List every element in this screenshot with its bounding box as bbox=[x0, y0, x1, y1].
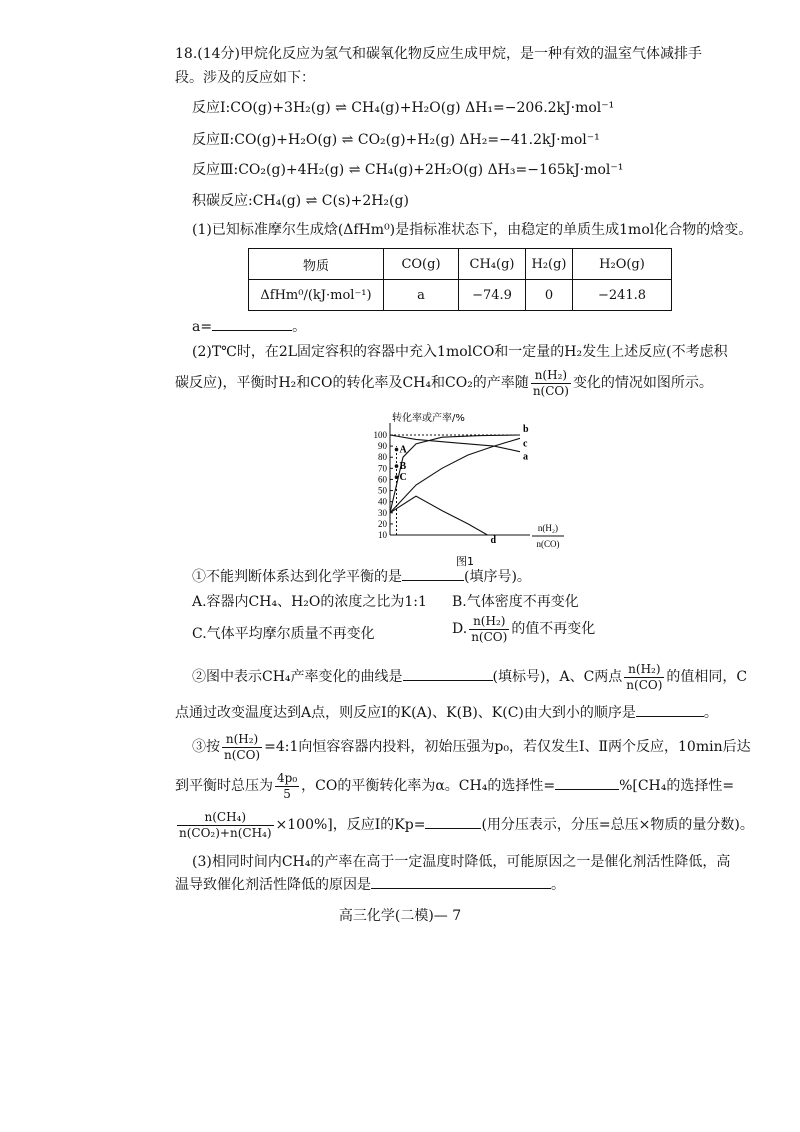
y-tick-label: 40 bbox=[378, 496, 387, 507]
q2-text-a: ②图中表示CH₄产率变化的曲线是 bbox=[192, 669, 403, 685]
part2-line2 bbox=[175, 366, 713, 400]
chart-caption: 图1 bbox=[456, 555, 474, 568]
ratio-fraction bbox=[624, 662, 664, 693]
point-B-label: B bbox=[399, 461, 407, 473]
table-cell: 0 bbox=[526, 280, 573, 311]
question-2 bbox=[192, 660, 747, 694]
part3-line1: (3)相同时间内CH₄的产率在高于一定温度时降低，可能原因之一是催化剂活性降低，高 bbox=[192, 854, 731, 870]
q3-line2-a: 到平衡时总压为 bbox=[175, 778, 273, 794]
option-a: A.容器内CH₄、H₂O的浓度之比为1:1 bbox=[192, 594, 427, 610]
answer-blank[interactable] bbox=[402, 566, 464, 581]
series-c-line bbox=[390, 438, 520, 513]
option-d-label: D. bbox=[452, 621, 468, 637]
q2-text-b: (填标号)，A、C两点 bbox=[492, 669, 623, 685]
table-header-row bbox=[249, 249, 672, 280]
question-3-line3 bbox=[175, 808, 754, 842]
table-header-cell: H₂(g) bbox=[526, 249, 573, 280]
y-tick-label: 30 bbox=[378, 507, 387, 518]
reaction-4: 积碳反应:CH₄(g) ⇌ C(s)+2H₂(g) bbox=[192, 193, 409, 209]
series-a-label: a bbox=[523, 451, 528, 463]
series-a-line bbox=[390, 435, 520, 452]
fraction-numerator: 4p₀ bbox=[277, 770, 298, 785]
fraction-denominator: n(CO) bbox=[532, 383, 569, 398]
fraction-denominator: n(CO) bbox=[626, 677, 663, 692]
part1-answer: a= 。 bbox=[192, 316, 306, 337]
point-A bbox=[395, 448, 399, 452]
table-cell: a bbox=[384, 280, 459, 311]
y-tick-label: 90 bbox=[378, 441, 387, 452]
fraction-denominator: n(CO) bbox=[471, 629, 508, 644]
point-B bbox=[395, 464, 399, 468]
question-3 bbox=[192, 730, 751, 764]
table-header-cell: 物质 bbox=[249, 249, 384, 280]
y-tick-label: 20 bbox=[378, 518, 387, 529]
chart-series bbox=[390, 435, 520, 535]
table-cell: −241.8 bbox=[573, 280, 672, 311]
q3-line2-c: %[CH₄的选择性= bbox=[619, 778, 735, 794]
fraction-denominator: n(CO) bbox=[224, 747, 261, 762]
y-tick-label: 70 bbox=[378, 463, 387, 474]
ratio-fraction bbox=[222, 732, 262, 763]
table-header-cell: H₂O(g) bbox=[573, 249, 672, 280]
reaction-3: 反应Ⅲ:CO₂(g)+4H₂(g) ⇌ CH₄(g)+2H₂O(g) ΔH₃=−165kJ·mol⁻¹ bbox=[192, 162, 624, 178]
series-b-line bbox=[390, 435, 520, 513]
series-c-label: c bbox=[523, 438, 528, 450]
question-header: 18.(14分)甲烷化反应为氢气和碳氧化物反应生成甲烷，是一种有效的温室气体减排手 bbox=[175, 46, 703, 62]
part1-answer-label: a= bbox=[192, 319, 213, 335]
option-d-text: 的值不再变化 bbox=[511, 621, 596, 637]
pressure-fraction bbox=[275, 771, 299, 802]
fraction-numerator: n(H₂) bbox=[222, 732, 262, 748]
option-c: C.气体平均摩尔质量不再变化 bbox=[192, 626, 375, 642]
question-1 bbox=[192, 566, 531, 587]
option-b: B.气体密度不再变化 bbox=[452, 594, 579, 610]
question-3-line2 bbox=[175, 768, 734, 804]
option-d bbox=[452, 612, 595, 646]
ratio-fraction bbox=[469, 614, 509, 645]
y-tick-label: 100 bbox=[373, 430, 387, 440]
series-b-label: b bbox=[523, 424, 529, 435]
fraction-numerator: n(CH₄) bbox=[177, 810, 274, 826]
y-tick-label: 80 bbox=[378, 452, 387, 463]
part2-line1: (2)T℃时，在2L固定容积的容器中充入1molCO和一定量的H₂发生上述反应(不考虑积 bbox=[192, 344, 728, 360]
answer-blank[interactable] bbox=[425, 814, 481, 829]
x-label-numerator: n(H₂) bbox=[537, 523, 559, 533]
part3-line2: 温导致催化剂活性降低的原因是 。 bbox=[175, 874, 565, 895]
q3-text-b: =4:1向恒容容器内投料，初始压强为p₀，若仅发生Ⅰ、Ⅱ两个反应，10min后达 bbox=[264, 739, 751, 755]
table-row bbox=[249, 280, 672, 311]
q3-line3-a: ×100%]，反应Ⅰ的Kp= bbox=[275, 817, 426, 833]
chart-title: 转化率或产率/% bbox=[392, 413, 465, 424]
q2-line2-text: 点通过改变温度达到A点，则反应Ⅰ的K(A)、K(B)、K(C)由大到小的顺序是 bbox=[175, 705, 636, 721]
q1-hint: (填序号)。 bbox=[464, 569, 531, 585]
reaction-1: 反应Ⅰ:CO(g)+3H₂(g) ⇌ CH₄(g)+H₂O(g) ΔH₁=−206.2kJ·mol⁻¹ bbox=[192, 100, 615, 116]
page-footer: 高三化学(二模)— 7 bbox=[338, 908, 462, 924]
table-row-label: ΔfHm⁰/(kJ·mol⁻¹) bbox=[249, 280, 384, 311]
series-d-label: d bbox=[490, 535, 497, 546]
q1-text: ①不能判断体系达到化学平衡的是 bbox=[192, 569, 402, 585]
table-header-cell: CO(g) bbox=[384, 249, 459, 280]
answer-blank[interactable] bbox=[371, 874, 551, 889]
q3-line2-b: ，CO的平衡转化率为α。CH₄的选择性= bbox=[301, 778, 556, 794]
y-tick-label: 50 bbox=[378, 485, 387, 496]
fraction-denominator: n(CO₂)+n(CH₄) bbox=[179, 825, 272, 840]
q3-line3-b: (用分压表示，分压=总压×物质的量分数)。 bbox=[481, 817, 754, 833]
selectivity-fraction bbox=[177, 810, 274, 841]
answer-blank[interactable] bbox=[403, 666, 493, 681]
answer-blank[interactable] bbox=[555, 775, 619, 790]
fraction-numerator: n(H₂) bbox=[624, 662, 664, 678]
part1-text: (1)已知标准摩尔生成焓(ΔfHm⁰)是指标准状态下，由稳定的单质生成1mol化合物的焓变。 bbox=[192, 222, 753, 238]
part3-line2-text: 温导致催化剂活性降低的原因是 bbox=[175, 877, 371, 893]
y-tick-label: 10 bbox=[378, 530, 387, 540]
conversion-chart bbox=[340, 405, 570, 580]
series-d-line bbox=[390, 496, 488, 535]
fraction-denominator: 5 bbox=[283, 786, 291, 801]
q3-text-a: ③按 bbox=[192, 739, 220, 755]
answer-blank[interactable] bbox=[212, 316, 292, 331]
y-tick-label: 60 bbox=[378, 474, 387, 485]
point-A-label: A bbox=[399, 444, 407, 456]
reaction-2: 反应Ⅱ:CO(g)+H₂O(g) ⇌ CO₂(g)+H₂(g) ΔH₂=−41.2kJ·mol⁻¹ bbox=[192, 132, 600, 148]
table-header-cell: CH₄(g) bbox=[459, 249, 526, 280]
table-cell: −74.9 bbox=[459, 280, 526, 311]
point-C bbox=[395, 475, 399, 479]
fraction-numerator: n(H₂) bbox=[469, 614, 509, 630]
question-2-line2: 点通过改变温度达到A点，则反应Ⅰ的K(A)、K(B)、K(C)由大到小的顺序是 。 bbox=[175, 702, 718, 723]
question-header-2: 段。涉及的反应如下： bbox=[175, 70, 315, 86]
answer-blank[interactable] bbox=[636, 702, 704, 717]
fraction-numerator: n(H₂) bbox=[531, 368, 571, 384]
x-label-denominator: n(CO) bbox=[536, 539, 560, 549]
part2-text-b: 变化的情况如图所示。 bbox=[572, 375, 713, 391]
q2-text-c: 的值相同，C bbox=[666, 669, 748, 685]
part2-text-a: 碳反应)，平衡时H₂和CO的转化率及CH₄和CO₂的产率随 bbox=[175, 375, 529, 391]
enthalpy-table bbox=[248, 248, 672, 311]
point-C-label: C bbox=[399, 472, 407, 484]
ratio-fraction bbox=[531, 368, 571, 399]
